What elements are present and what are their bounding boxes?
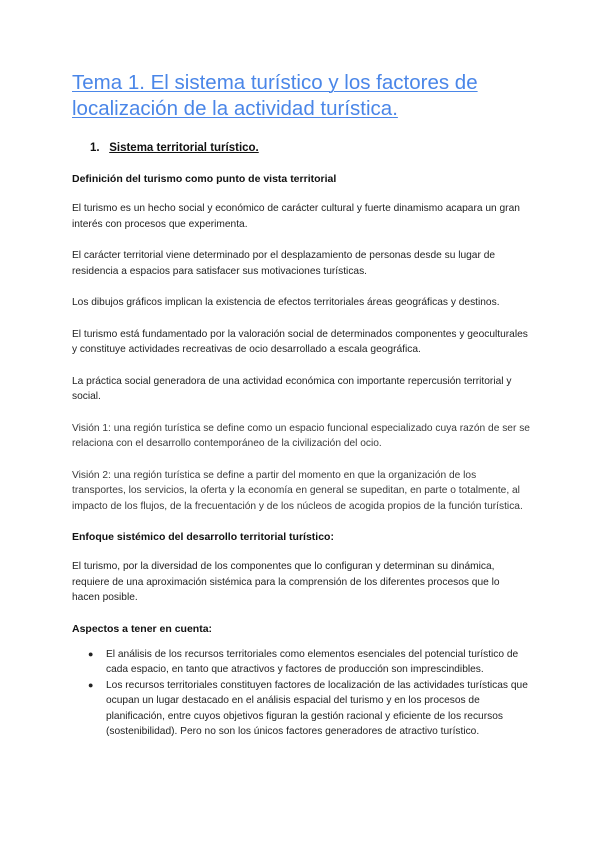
document-title: Tema 1. El sistema turístico y los factores de localización de la actividad turística. [72,71,478,120]
subheading-definition: Definición del turismo como punto de vista territorial [72,173,337,185]
list-item [72,678,530,740]
paragraph: Los dibujos gráficos implican la existencia de efectos territoriales áreas geográficas y destinos. [72,297,500,308]
subheading-aspects: Aspectos a tener en cuenta: [72,622,213,635]
section-number: 1. [90,142,100,154]
paragraph-vision-1: Visión 1: una región turística se define como un espacio funcional especializado cuya razón de ser se relaciona con el desarrollo contemporáneo de la civilización del ocio. [72,422,530,449]
list-item-text: El análisis de los recursos territoriales como elementos esenciales del potencial turístico de cada espacio, en tanto que atractivos y factores de producción son imprescindibles. [106,648,519,675]
paragraph: El turismo, por la diversidad de los componentes que lo configuran y determinan su dinámica, requiere de una aproximación sistémica para la comprensión de los diferentes procesos que lo hacen posible. [72,561,500,603]
section-title: Sistema territorial turístico. [109,142,259,154]
list-item-text: Los recursos territoriales constituyen factores de localización de las actividades turísticas que ocupan un lugar destacado en el análisis espacial del turismo y en los procesos de planificación, entre cuyos objetivos figuran la gestión racional y eficiente de los recursos (sostenibilidad). Pero no son los únicos factores generadores de atractivo turístico. [106,679,528,737]
paragraph: La práctica social generadora de una actividad económica con importante repercusión territorial y social. [72,375,512,402]
bullet-list [72,647,530,740]
bullet-icon: ● [88,648,94,659]
document-page [72,70,530,740]
section-heading [72,140,530,156]
paragraph: El turismo está fundamentado por la valoración social de determinados componentes y geoculturales y constituye actividades recreativas de ocio desarrollado a escala geográfica. [72,328,528,355]
paragraph-vision-2: Visión 2: una región turística se define a partir del momento en que la organización de los transportes, los servicios, la oferta y la economía en general se supeditan, en parte o totalmente, al impacto de los flujos, de la frecuentación y de los núcleos de acogida propios de la función turística. [72,469,523,512]
subheading-systemic-approach: Enfoque sistémico del desarrollo territorial turístico: [72,531,334,543]
list-item [72,647,530,678]
paragraph: El turismo es un hecho social y económico de carácter cultural y fuerte dinamismo acapara un gran interés con procesos que experimenta. [72,203,520,230]
paragraph: El carácter territorial viene determinado por el desplazamiento de personas desde su lugar de residencia a espacios para satisfacer sus motivaciones turísticas. [72,250,496,277]
bullet-icon: ● [88,679,94,690]
